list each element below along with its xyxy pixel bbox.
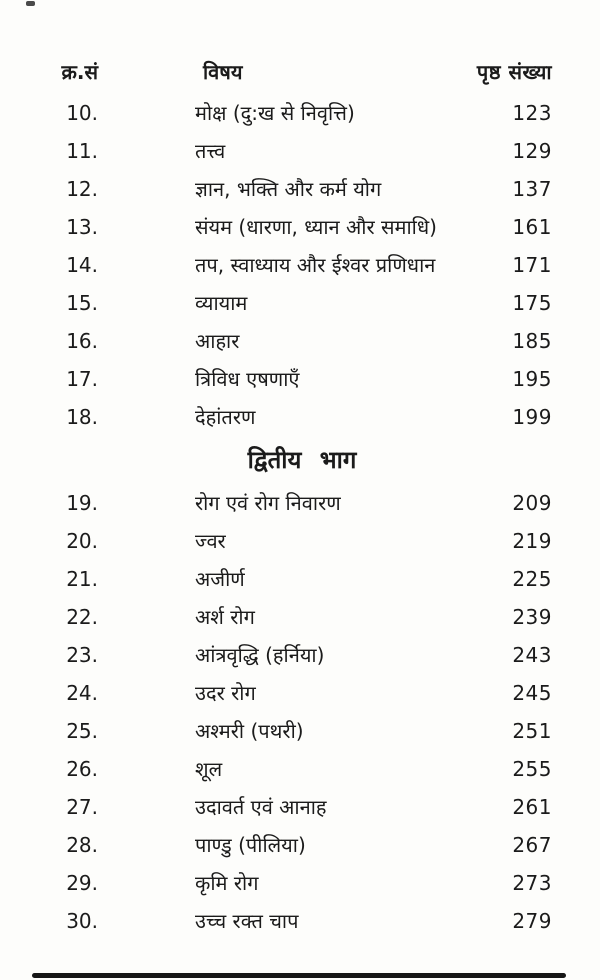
row-subject: उदावर्त एवं आनाह [195,795,327,819]
row-subject: शूल [195,757,223,781]
toc-part1-rows [52,94,552,436]
row-page-number: 243 [512,643,552,667]
table-row [52,484,552,522]
scan-speck [26,1,35,6]
table-row [52,360,552,398]
row-page-number: 219 [512,529,552,553]
row-serial: 12. [66,177,98,201]
row-page-number: 261 [512,795,552,819]
table-row [52,132,552,170]
row-subject: ज्वर [195,529,226,553]
row-subject: ज्ञान, भक्ति और कर्म योग [195,177,382,201]
header-subject: विषय [203,60,243,84]
row-subject: संयम (धारणा, ध्यान और समाधि) [195,215,437,239]
row-page-number: 185 [512,329,552,353]
row-subject: आंत्रवृद्धि (हर्निया) [195,643,325,667]
row-page-number: 255 [512,757,552,781]
row-page-number: 225 [512,567,552,591]
row-subject: रोग एवं रोग निवारण [195,491,341,515]
table-row [52,94,552,132]
row-serial: 27. [66,795,98,819]
row-page-number: 175 [512,291,552,315]
row-page-number: 137 [512,177,552,201]
section-heading: द्वितीय भाग [247,446,357,474]
table-row [52,902,552,940]
row-serial: 28. [66,833,98,857]
row-subject: पाण्डु (पीलिया) [195,833,306,857]
table-row [52,560,552,598]
row-subject: मोक्ष (दु:ख से निवृत्ति) [195,101,355,125]
row-page-number: 129 [512,139,552,163]
row-serial: 21. [66,567,98,591]
row-page-number: 239 [512,605,552,629]
row-page-number: 123 [512,101,552,125]
row-serial: 14. [66,253,98,277]
header-serial: क्र.सं [61,60,98,84]
row-serial: 16. [66,329,98,353]
row-page-number: 279 [512,909,552,933]
row-subject: त्रिविध एषणाएँ [195,367,300,391]
row-subject: अजीर्ण [195,567,245,591]
table-row [52,322,552,360]
row-page-number: 273 [512,871,552,895]
table-row [52,636,552,674]
row-page-number: 195 [512,367,552,391]
row-serial: 18. [66,405,98,429]
row-subject: उच्च रक्त चाप [195,909,299,933]
row-serial: 29. [66,871,98,895]
table-row [52,170,552,208]
row-serial: 26. [66,757,98,781]
row-serial: 15. [66,291,98,315]
row-subject: आहार [195,329,240,353]
row-serial: 20. [66,529,98,553]
row-serial: 19. [66,491,98,515]
row-serial: 25. [66,719,98,743]
row-subject: कृमि रोग [195,871,259,895]
row-subject: अर्श रोग [195,605,255,629]
row-subject: व्यायाम [195,291,248,315]
row-serial: 17. [66,367,98,391]
row-page-number: 161 [512,215,552,239]
table-row [52,598,552,636]
row-page-number: 199 [512,405,552,429]
table-row [52,246,552,284]
table-row [52,284,552,322]
row-subject: उदर रोग [195,681,256,705]
table-row [52,522,552,560]
table-row [52,398,552,436]
row-subject: देहांतरण [195,405,256,429]
table-row [52,208,552,246]
toc-part2-rows [52,484,552,940]
row-page-number: 245 [512,681,552,705]
row-serial: 30. [66,909,98,933]
scan-artifact-line [32,973,566,978]
table-row [52,674,552,712]
header-page-number: पृष्ठ संख्या [476,60,552,84]
row-serial: 10. [66,101,98,125]
row-subject: अश्मरी (पथरी) [195,719,304,743]
row-serial: 13. [66,215,98,239]
table-row [52,750,552,788]
row-subject: तप, स्वाध्याय और ईश्वर प्रणिधान [195,253,436,277]
row-page-number: 251 [512,719,552,743]
row-page-number: 267 [512,833,552,857]
row-page-number: 209 [512,491,552,515]
table-row [52,864,552,902]
table-row [52,826,552,864]
row-page-number: 171 [512,253,552,277]
table-row [52,788,552,826]
table-header-row [52,50,552,94]
row-serial: 11. [66,139,98,163]
row-serial: 23. [66,643,98,667]
row-serial: 22. [66,605,98,629]
table-row [52,712,552,750]
row-subject: तत्त्व [195,139,226,163]
row-serial: 24. [66,681,98,705]
